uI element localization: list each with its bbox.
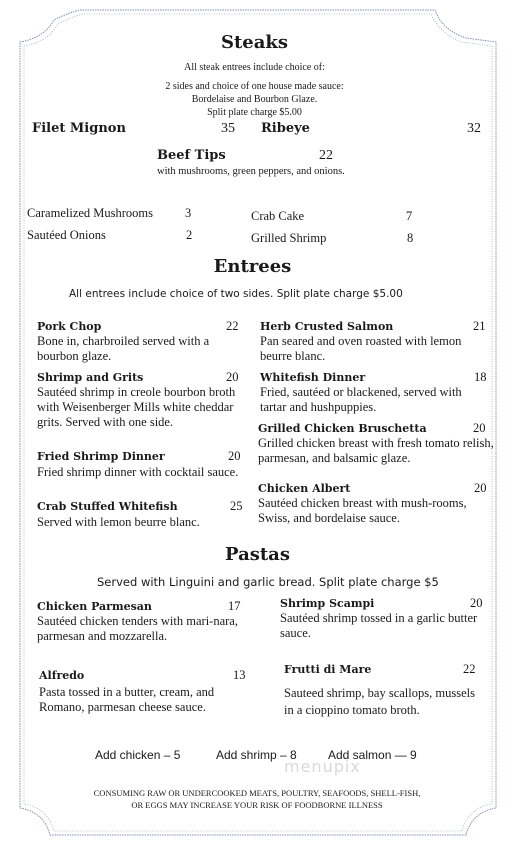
- entree-crabwhitefish-name: Crab Stuffed Whitefish: [37, 500, 178, 513]
- entree-crabwhitefish-price: 25: [230, 499, 243, 513]
- entree-friedshrimp-name: Fried Shrimp Dinner: [37, 450, 165, 463]
- entree-chickenalbert-desc: Sautéed chicken breast with mush-rooms, Swiss, and bordelaise sauce.: [258, 496, 467, 525]
- side-mushrooms-price: 3: [185, 206, 192, 220]
- entree-bruschetta-desc: Grilled chicken breast with fresh tomato relish, parmesan, and balsamic glaze.: [258, 436, 494, 465]
- entree-whitefish-desc: Fried, sautéed or blackened, served with tartar and hushpuppies.: [260, 385, 462, 414]
- steaks-note-4: Split plate charge $5.00: [207, 107, 302, 118]
- pastas-intro: Served with Linguini and garlic bread. Split plate charge $5: [97, 575, 439, 589]
- entree-whitefish-price: 18: [474, 370, 487, 384]
- pasta-chickenparm-price: 17: [228, 599, 241, 613]
- beeftips-price: 22: [319, 148, 333, 163]
- pasta-scampi-name: Shrimp Scampi: [280, 597, 375, 610]
- steaks-note-1: All steak entrees include choice of:: [184, 62, 325, 73]
- pasta-frutti-price: 22: [463, 662, 476, 676]
- entrees-intro: All entrees include choice of two sides. Split plate charge $5.00: [69, 288, 403, 300]
- entree-chickenalbert-price: 20: [474, 481, 487, 495]
- side-crabcake-name: Crab Cake: [251, 209, 305, 223]
- pasta-frutti-desc: Sauteed shrimp, bay scallops, mussels in a cioppino tomato broth.: [284, 686, 475, 717]
- entree-salmon-price: 21: [473, 319, 486, 333]
- pasta-chickenparm-name: Chicken Parmesan: [37, 600, 152, 613]
- pasta-scampi-price: 20: [470, 596, 483, 610]
- steaks-title: Steaks: [220, 32, 289, 53]
- pasta-chickenparm-desc: Sautéed chicken tenders with mari-nara, parmesan and mozzarella.: [37, 614, 238, 643]
- side-onions-price: 2: [186, 228, 193, 242]
- side-onions-name: Sautéed Onions: [27, 228, 106, 242]
- filet-price: 35: [221, 121, 235, 136]
- entree-porkchop-name: Pork Chop: [37, 320, 102, 333]
- watermark-logo: menupix: [284, 757, 361, 776]
- entree-shrimpgrits-price: 20: [226, 370, 239, 384]
- side-shrimp-price: 8: [407, 231, 414, 245]
- entree-whitefish-name: Whitefish Dinner: [260, 371, 366, 384]
- pasta-scampi-desc: Sautéed shrimp tossed in a garlic butter sauce.: [280, 611, 478, 640]
- ribeye-price: 32: [467, 121, 481, 136]
- filet-name: Filet Mignon: [32, 121, 126, 136]
- addon-salmon: Add salmon — 9: [328, 748, 417, 762]
- pasta-alfredo-price: 13: [233, 668, 246, 682]
- beeftips-desc: with mushrooms, green peppers, and onions.: [157, 166, 345, 177]
- food-safety-warning: CONSUMING RAW OR UNDERCOOKED MEATS, POULTRY, SEAFOODS, SHELL-FISH, OR EGGS MAY INCREASE YOUR RISK OF FOODBORNE ILLNESS: [93, 788, 421, 810]
- entree-bruschetta-name: Grilled Chicken Bruschetta: [258, 422, 427, 435]
- entree-chickenalbert-name: Chicken Albert: [258, 482, 351, 495]
- addon-shrimp: Add shrimp – 8: [216, 748, 297, 762]
- side-mushrooms-name: Caramelized Mushrooms: [27, 206, 154, 220]
- entree-shrimpgrits-desc: Sautéed shrimp in creole bourbon broth with Weisenberger Mills white cheddar grits. Served with one side.: [37, 385, 236, 429]
- entree-salmon-desc: Pan seared and oven roasted with lemon beurre blanc.: [260, 334, 462, 363]
- pasta-alfredo-desc: Pasta tossed in a butter, cream, and Romano, parmesan cheese sauce.: [39, 685, 215, 714]
- entree-porkchop-price: 22: [226, 319, 239, 333]
- entree-friedshrimp-desc: Fried shrimp dinner with cocktail sauce.: [37, 465, 239, 479]
- pasta-alfredo-name: Alfredo: [39, 669, 85, 682]
- entree-shrimpgrits-name: Shrimp and Grits: [37, 371, 144, 384]
- entree-friedshrimp-price: 20: [228, 449, 241, 463]
- side-crabcake-price: 7: [406, 209, 413, 223]
- steaks-note-2: 2 sides and choice of one house made sauce:: [165, 81, 344, 92]
- beeftips-name: Beef Tips: [157, 148, 226, 163]
- addon-chicken: Add chicken – 5: [95, 748, 181, 762]
- entree-crabwhitefish-desc: Served with lemon beurre blanc.: [37, 515, 200, 529]
- entree-bruschetta-price: 20: [473, 421, 486, 435]
- pasta-frutti-name: Frutti di Mare: [284, 663, 372, 676]
- entree-porkchop-desc: Bone in, charbroiled served with a bourbon glaze.: [37, 334, 210, 363]
- ribeye-name: Ribeye: [261, 121, 310, 136]
- entrees-title: Entrees: [213, 256, 292, 277]
- steaks-note-3: Bordelaise and Bourbon Glaze.: [191, 94, 318, 105]
- pastas-title: Pastas: [225, 544, 290, 565]
- entree-salmon-name: Herb Crusted Salmon: [260, 320, 394, 333]
- side-shrimp-name: Grilled Shrimp: [251, 231, 327, 245]
